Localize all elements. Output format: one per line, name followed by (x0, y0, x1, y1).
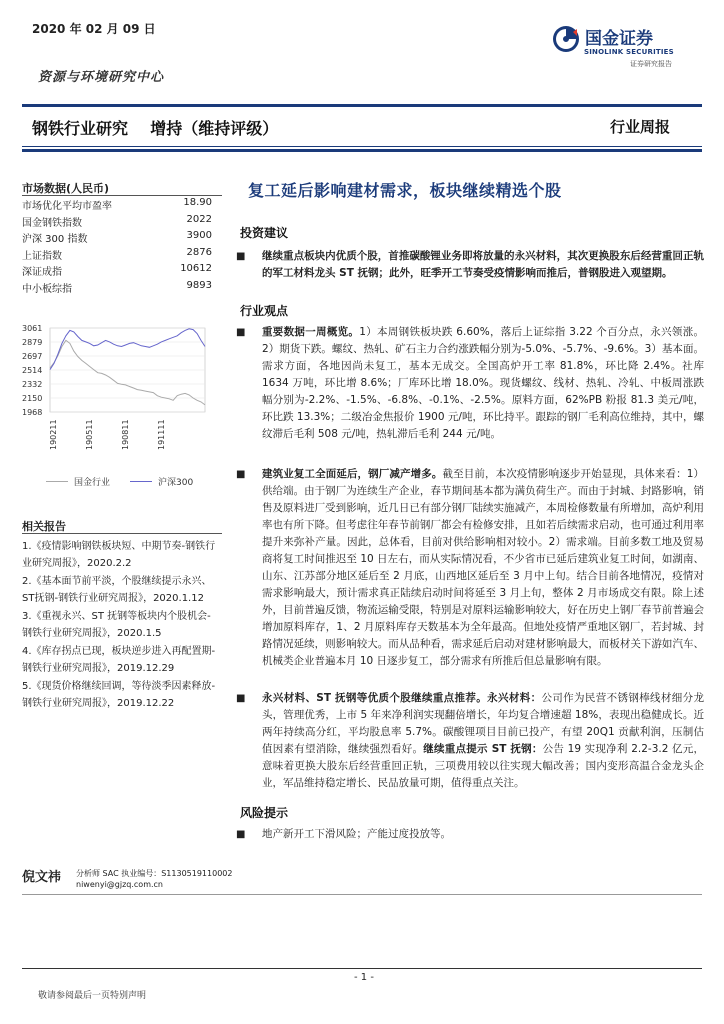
report-type: 行业周报 (610, 118, 671, 136)
p3-subheading: 永兴材料： (487, 692, 542, 704)
market-data-value: 10612 (180, 263, 212, 274)
market-data-label: 国金钢铁指数 (22, 217, 82, 229)
p1-heading: 重要数据一周概览。 (262, 326, 360, 338)
market-data-row (22, 214, 212, 230)
related-report-item[interactable] (22, 573, 227, 607)
analyst-license: 分析师 SAC 执业编号：S1130519110002 (76, 869, 233, 878)
bullet-icon: ■ (236, 469, 246, 480)
related-report-line: 钢铁行业研究周报》，2020.1.5 (22, 628, 162, 639)
market-data-label: 上证指数 (22, 250, 62, 262)
logo-mark-icon (551, 24, 581, 54)
analyst-name: 倪文祎 (22, 870, 62, 885)
market-data-value: 2022 (186, 213, 212, 225)
risk-text: 地产新开工下滑风险；产能过度投放等。 (262, 828, 451, 840)
market-data-label: 中小板综指 (22, 283, 72, 295)
p3-text: 公司作为民营不锈钢棒线材细分龙头，管理优秀，上市 5 年来净利润实现翻倍增长，年均复合增速超 18%，表现出稳健成长。近两年持续高分红，平均股息率 5.7%。碳酸锂项目目前已投产，有望 20Q1 贡献利润，压制估值因素有望消除，继续强烈看好。 (262, 692, 705, 755)
related-report-line: 4.《库存拐点已现，板块逆步进入再配置期- (22, 646, 216, 657)
p3-heading: 永兴材料、ST 抚钢等优质个股继续重点推荐。 (262, 692, 488, 704)
market-data-label: 沪深 300 指数 (22, 234, 88, 245)
report-category: 证券研究报告 (630, 60, 672, 68)
market-data-value: 2876 (186, 246, 212, 258)
section-risk-title: 风险提示 (240, 806, 289, 820)
section-view-title: 行业观点 (240, 304, 289, 318)
analyst-divider (22, 894, 702, 895)
related-report-item[interactable] (22, 608, 227, 642)
section-invest-title: 投资建议 (240, 226, 289, 240)
chart-y-tick-label: 3061 (22, 324, 43, 333)
related-reports-divider (22, 533, 222, 534)
related-reports-title: 相关报告 (22, 520, 66, 533)
chart-y-tick-label: 1968 (22, 408, 43, 417)
analyst-email[interactable]: niwenyi@gjzq.com.cn (76, 880, 164, 889)
bullet-icon: ■ (236, 693, 246, 704)
view-paragraph-2 (236, 466, 704, 670)
market-data-row (22, 197, 212, 213)
p2-heading: 建筑业复工全面延后，钢厂减产增多。 (262, 468, 443, 480)
market-data-row (22, 230, 212, 246)
page-number: - 1 - (354, 972, 374, 983)
market-data-title: 市场数据(人民币) (22, 182, 110, 195)
p3-text-2: 公告 19 实现净利 2.2-3.2 亿元，意味着更换大股东后经营重回正轨，三项费用较以往实现大幅改善；国内变形高温合金龙头企业，军品维持稳定增长、民品放量可期，值得重点关注。 (262, 743, 705, 789)
related-report-line: ST抚钢-钢铁行业研究周报》，2020.1.12 (22, 593, 204, 604)
related-report-line: 2.《基本面节前平淡，个股继续提示永兴、 (22, 576, 212, 587)
p3-subheading-2: 继续重点提示 ST 抚钢： (423, 743, 543, 755)
related-report-line: 5.《现货价格继续回调，等待淡季因素释放- (22, 681, 216, 692)
chart-x-tick-label: 190511 (85, 419, 94, 450)
related-report-line: 3.《重视永兴、ST 抚钢等板块内个股机会- (22, 611, 211, 622)
related-report-line: 业研究周报》，2020.2.2 (22, 558, 132, 569)
related-report-item[interactable] (22, 643, 227, 677)
market-data-divider (22, 195, 222, 196)
related-report-line: 钢铁行业研究周报》，2019.12.22 (22, 698, 175, 709)
chart-y-tick-label: 2332 (22, 380, 43, 389)
chart-x-tick-label: 190211 (49, 419, 58, 450)
logo-english-name: SINOLINK SECURITIES (584, 48, 674, 56)
market-data-value: 18.90 (183, 197, 212, 208)
header-divider (22, 104, 702, 107)
view-paragraph-3 (236, 690, 705, 792)
invest-text: 继续重点板块内优质个股，首推碳酸锂业务即将放量的永兴材料，其次更换股东后经营重回正轨的军工材料龙头 ST 抚钢；此外，旺季开工节奏受疫情影响而推后，普钢股进入观望期。 (262, 250, 704, 279)
risk-paragraph (236, 826, 704, 843)
chart-y-tick-label: 2150 (22, 394, 43, 403)
p1-text: 1）本周钢铁板块跌 6.60%，落后上证综指 3.22 个百分点，永兴领涨。2）期货下跌。螺纹、热轧、矿石主力合约涨跌幅分别为-5.0%、-5.7%、-9.6%。3）基本面。需求方面，各地因尚未复工，基本无成交。全国高炉开工率 81.8%，环比降 2.4%。社库 1634 万吨，环比增 8.6%；厂库环比增 18.0%。现货螺纹、线材、热轧、冷轧、中板周涨跌幅分别为-2.2%、-1.5%、-6.8%、-0.1%、-2.5%。原料方面，62%PB 粉报 81.3 美元/吨，环比跌 13.3%；二级冶金焦报价 1900 元/吨，环比持平。跟踪的钢厂毛利高位维持，其中，螺纹滞后毛利 508 元/吨，热轧滞后毛利 244 元/吨。 (262, 326, 705, 440)
bullet-icon: ■ (236, 327, 246, 338)
title-divider-thick (22, 149, 702, 152)
logo-chinese-name: 国金证券 (585, 29, 653, 49)
chart-y-tick-label: 2514 (22, 366, 43, 375)
report-date: 2020 年 02 月 09 日 (32, 22, 156, 36)
legend-swatch-hs300 (130, 481, 152, 482)
footer-disclaimer: 敬请参阅最后一页特别声明 (38, 991, 147, 1001)
chart-legend (40, 475, 230, 489)
brand-logo (551, 24, 701, 74)
related-report-line: 钢铁行业研究周报》，2019.12.29 (22, 663, 175, 674)
related-report-line: 1.《疫情影响钢铁板块短、中期节奏-钢铁行 (22, 541, 216, 552)
report-title: 钢铁行业研究 增持（维持评级） (32, 119, 279, 138)
chart-x-tick-label: 190811 (121, 419, 130, 450)
bullet-icon: ■ (236, 829, 246, 840)
view-paragraph-1 (236, 324, 705, 443)
market-data-value: 9893 (186, 279, 212, 291)
legend-label-industry: 国金行业 (74, 478, 111, 488)
footer-divider (22, 968, 702, 969)
related-report-item[interactable] (22, 538, 227, 572)
index-comparison-chart (20, 318, 220, 488)
legend-label-hs300: 沪深300 (158, 478, 194, 488)
main-headline: 复工延后影响建材需求，板块继续精选个股 (248, 181, 562, 200)
p2-text: 截至目前，本次疫情影响逐步开始显现，具体来看：1）供给端。由于钢厂为连续生产企业，春节期间基本都为满负荷生产。而由于封城、封路影响，销售及原料进厂受到影响，近几日已有部分钢厂陆续实施减产，本周检修数量有所增加，高炉利用率也有所下降。但考虑往年春节前钢厂都会有检修安排，且如若后续需求启动，也可通过利用率提升来弥补产量。因此，总体看，目前对供给影响相对较小。2）需求端。目前多数工地及贸易商将复工时间推迟至 10 日左右，而从实际情况看，不少省市已延后建筑业复工时间，如湖南、山东、江苏部分地区延后至 2 月底，山西地区延后至 3 月中上旬。结合目前各地情况，疫情对需求影响最大，预计需求真正陆续启动时间将延至 3 月上旬，整体 2 月市场成交有限。除上述外，目前普遍反馈，物流运输受限，特别是对原料运输影响较大，好在历史上钢厂春节前普遍会增加原料库存，1、2 月原料库存天数基本为全年最高。但地处疫情严重地区钢厂，若封城、封路情况延续，则影响较大。而从品种看，需求延后启动对建材影响最大，而板材关下游如汽车、机械类企业普遍本月 10 日逐步复工，部分需求有所推后但总量影响有限。 (262, 468, 704, 667)
chart-y-tick-label: 2879 (22, 338, 43, 347)
related-report-item[interactable] (22, 678, 227, 712)
market-data-row (22, 280, 212, 296)
invest-paragraph (236, 248, 704, 282)
research-center: 资源与环境研究中心 (38, 70, 165, 85)
market-data-row (22, 263, 212, 279)
bullet-icon: ■ (236, 251, 246, 262)
chart-x-tick-label: 191111 (157, 419, 166, 450)
market-data-label: 市场优化平均市盈率 (22, 201, 112, 212)
title-divider-thin (22, 146, 702, 147)
chart-y-tick-label: 2697 (22, 352, 43, 361)
market-data-label: 深证成指 (22, 267, 62, 278)
market-data-value: 3900 (186, 230, 212, 241)
legend-swatch-industry (46, 481, 68, 482)
chart-series-line-industry (50, 340, 205, 405)
market-data-row (22, 247, 212, 263)
